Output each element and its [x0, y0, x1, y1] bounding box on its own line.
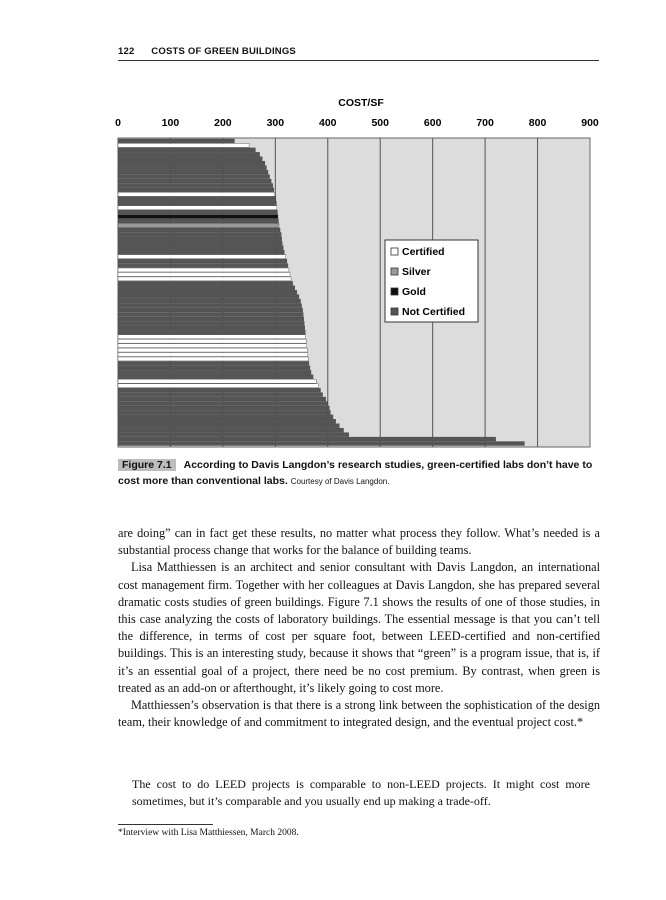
- bar: [118, 264, 288, 268]
- bar: [118, 183, 273, 187]
- x-tick-label: 700: [476, 117, 494, 129]
- bar: [118, 228, 280, 232]
- bar: [118, 393, 323, 397]
- footnote-rule: [118, 824, 213, 825]
- page-number: 122: [118, 46, 135, 57]
- bar: [118, 161, 265, 165]
- bar: [118, 188, 274, 192]
- caption-text: According to Davis Langdon’s research studies, green-certified labs don’t have to cost more than conventional labs.: [118, 459, 593, 487]
- bar: [118, 437, 496, 441]
- bar: [118, 370, 311, 374]
- legend-swatch: [391, 248, 398, 255]
- bar: [118, 344, 307, 348]
- x-tick-label: 400: [319, 117, 337, 129]
- x-tick-label: 800: [528, 117, 547, 129]
- bar: [118, 206, 277, 210]
- bar: [118, 424, 339, 428]
- bar: [118, 272, 290, 276]
- bar: [118, 148, 255, 152]
- bar: [118, 335, 306, 339]
- x-tick-label: 200: [214, 117, 232, 129]
- bar: [118, 192, 275, 196]
- bar: [118, 299, 301, 303]
- bar: [118, 402, 328, 406]
- paragraph-2: Lisa Matthiessen is an architect and senior consultant with Davis Langdon, an international cost management firm. Together with her colleagues at Davis Langdon, she has prepared several dramatic costs studies of green buildings. Figure 7.1 shows the results of one of those studies, in this case analyzing the costs of laboratory buildings. The essential message is that you can’t tell the difference, in terms of cost per square foot, between LEED-certified and non-certified buildings. This is an interesting study, because it shows that “green” is a program issue, that is, if it’s an essential goal of a project, there need be no cost premium. By contrast, when green is treated as an add-on or afterthought, it’s likely going to cost more.: [118, 560, 600, 695]
- bar: [118, 157, 262, 161]
- bar: [118, 139, 234, 143]
- bar: [118, 415, 333, 419]
- legend-swatch: [391, 288, 398, 295]
- bar: [118, 366, 310, 370]
- bar: [118, 442, 524, 446]
- bar: [118, 304, 302, 308]
- legend-label: Certified: [402, 246, 445, 258]
- bar: [118, 433, 349, 437]
- bar: [118, 201, 276, 205]
- bar: [118, 246, 283, 250]
- body-text: [118, 525, 600, 731]
- bar: [118, 375, 313, 379]
- legend-label: Silver: [402, 266, 431, 278]
- bar: [118, 219, 278, 223]
- bar: [118, 321, 304, 325]
- bar: [118, 308, 303, 312]
- x-tick-label: 100: [161, 117, 180, 129]
- chart-title: COST/SF: [338, 97, 384, 109]
- bar: [118, 290, 297, 294]
- bar: [118, 255, 286, 259]
- figure-caption: [118, 457, 599, 490]
- bar: [118, 410, 330, 414]
- bar: [118, 277, 291, 281]
- bar: [118, 259, 287, 263]
- x-tick-label: 300: [266, 117, 285, 129]
- bar: [118, 397, 326, 401]
- bar: [118, 330, 305, 334]
- bar: [118, 166, 266, 170]
- bar: [118, 406, 329, 410]
- bar: [118, 317, 304, 321]
- caption-credit: Courtesy of Davis Langdon.: [290, 477, 390, 486]
- x-tick-label: 600: [423, 117, 442, 129]
- running-title: COSTS OF GREEN BUILDINGS: [151, 46, 296, 57]
- bar: [118, 152, 260, 156]
- bar: [118, 361, 309, 365]
- figure-label: Figure 7.1: [118, 459, 176, 471]
- x-tick-label: 0: [115, 117, 121, 129]
- footnote: *Interview with Lisa Matthiessen, March 2008.: [118, 828, 299, 838]
- x-tick-label: 900: [581, 117, 599, 129]
- bar: [118, 143, 249, 147]
- legend-swatch: [391, 308, 398, 315]
- bar: [118, 224, 279, 228]
- bar: [118, 286, 295, 290]
- bar: [118, 215, 278, 219]
- x-axis-ticks: [115, 117, 599, 129]
- bar: [118, 232, 281, 236]
- bar: [118, 197, 276, 201]
- chart-legend: [385, 240, 478, 322]
- bar: [118, 353, 308, 357]
- bar: [118, 357, 308, 361]
- bar: [118, 250, 284, 254]
- paragraph-1: are doing” can in fact get these results, no matter what process they follow. What’s needed is a substantial process change that works for the balance of building teams.: [118, 526, 600, 558]
- bar: [118, 348, 307, 352]
- legend-label: Gold: [402, 286, 426, 298]
- legend-label: Not Certified: [402, 306, 465, 318]
- bar: [118, 313, 303, 317]
- bar: [118, 295, 299, 299]
- bar: [118, 281, 293, 285]
- block-quote: The cost to do LEED projects is comparable to non-LEED projects. It might cost more sometimes, but it’s comparable and you usually end up making a trade-off.: [132, 777, 590, 809]
- bar: [118, 384, 318, 388]
- bar: [118, 268, 289, 272]
- bar: [118, 210, 277, 214]
- bar: [118, 339, 306, 343]
- paragraph-3: Matthiessen’s observation is that there is a strong link between the sophistication of the design team, their knowledge of and commitment to integrated design, and the eventual project cost.*: [118, 698, 600, 730]
- bar: [118, 326, 305, 330]
- x-tick-label: 500: [371, 117, 389, 129]
- bar: [118, 170, 268, 174]
- bar: [118, 237, 282, 241]
- legend-swatch: [391, 268, 398, 275]
- bar: [118, 388, 320, 392]
- bar: [118, 419, 336, 423]
- bar: [118, 428, 344, 432]
- bar: [118, 179, 271, 183]
- bar: [118, 241, 282, 245]
- bar: [118, 175, 270, 179]
- bar: [118, 379, 316, 383]
